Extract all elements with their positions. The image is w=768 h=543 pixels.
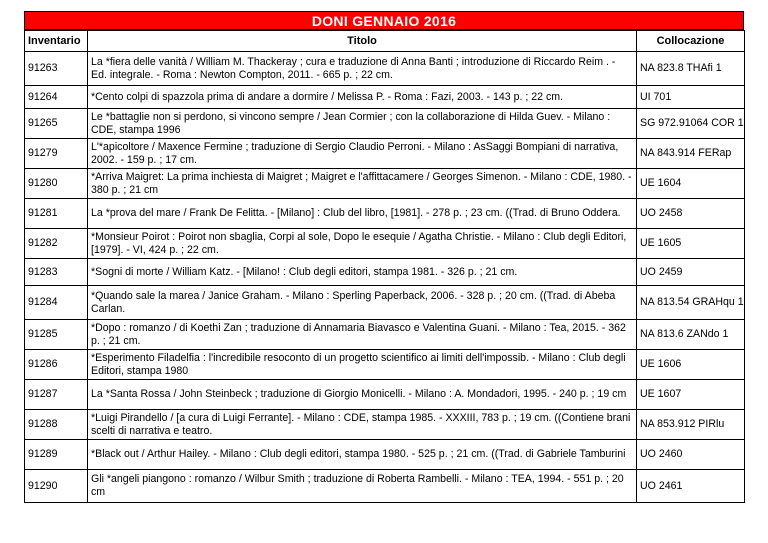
location-cell: UE 1607 — [637, 380, 745, 410]
table-row — [25, 109, 745, 139]
inventory-cell: 91288 — [25, 410, 88, 440]
location-cell: SG 972.91064 COR 1 — [637, 109, 745, 139]
location-cell: UO 2461 — [637, 470, 745, 503]
location-header: Collocazione — [637, 31, 745, 52]
inventory-cell: 91284 — [25, 286, 88, 320]
donations-table — [24, 30, 745, 503]
header-row — [25, 31, 745, 52]
title-cell: *Black out / Arthur Hailey. - Milano : Club degli editori, stampa 1980. - 525 p. ; 21 cm. ((Trad. di Gabriele Tamburini — [88, 440, 637, 470]
inventory-cell: 91281 — [25, 199, 88, 229]
inventory-cell: 91289 — [25, 440, 88, 470]
location-cell: UE 1604 — [637, 169, 745, 199]
table-row — [25, 86, 745, 109]
location-cell: UE 1606 — [637, 350, 745, 380]
inventory-cell: 91290 — [25, 470, 88, 503]
inventory-cell: 91285 — [25, 320, 88, 350]
donations-sheet — [24, 11, 744, 503]
table-row — [25, 410, 745, 440]
inventory-cell: 91280 — [25, 169, 88, 199]
inventory-cell: 91287 — [25, 380, 88, 410]
title-cell: *Quando sale la marea / Janice Graham. - Milano : Sperling Paperback, 2006. - 328 p. ; 20 cm. ((Trad. di Abeba Carlan. — [88, 286, 637, 320]
location-cell: UO 2460 — [637, 440, 745, 470]
table-row — [25, 229, 745, 259]
location-cell: UO 2458 — [637, 199, 745, 229]
table-row — [25, 470, 745, 503]
title-cell: *Monsieur Poirot : Poirot non sbaglia, Corpi al sole, Dopo le esequie / Agatha Christie. - Milano : Club degli Editori, [1979]. - VI, 424 p. ; 22 cm. — [88, 229, 637, 259]
title-cell: L'*apicoltore / Maxence Fermine ; traduzione di Sergio Claudio Perroni. - Milano : AsSaggi Bompiani di narrativa, 2002. - 159 p. ; 17 cm. — [88, 139, 637, 169]
table-row — [25, 169, 745, 199]
table-row — [25, 259, 745, 286]
inventory-cell: 91283 — [25, 259, 88, 286]
location-cell: UO 2459 — [637, 259, 745, 286]
location-cell: UE 1605 — [637, 229, 745, 259]
title-cell: *Arriva Maigret: La prima inchiesta di Maigret ; Maigret e l'affittacamere / Georges Simenon. - Milano : CDE, 1980. - 380 p. ; 21 cm — [88, 169, 637, 199]
table-row — [25, 440, 745, 470]
inventory-cell: 91286 — [25, 350, 88, 380]
title-cell: *Cento colpi di spazzola prima di andare a dormire / Melissa P. - Roma : Fazi, 2003. - 143 p. ; 22 cm. — [88, 86, 637, 109]
title-cell: La *fiera delle vanità / William M. Thackeray ; cura e traduzione di Anna Banti ; introduzione di Riccardo Reim . - Ed. integrale. - Roma : Newton Compton, 2011. - 665 p. ; 22 cm. — [88, 52, 637, 86]
inventory-cell: 91264 — [25, 86, 88, 109]
location-cell: UI 701 — [637, 86, 745, 109]
title-cell: *Esperimento Filadelfia : l'incredibile resoconto di un progetto scientifico ai limiti dell'impossib. - Milano : Club degli Editori, stampa 1980 — [88, 350, 637, 380]
inventory-cell: 91279 — [25, 139, 88, 169]
location-cell: NA 823.8 THAfi 1 — [637, 52, 745, 86]
location-cell: NA 853.912 PIRlu — [637, 410, 745, 440]
table-body — [25, 52, 745, 503]
table-row — [25, 139, 745, 169]
location-cell: NA 813.6 ZANdo 1 — [637, 320, 745, 350]
title-header: Titolo — [88, 31, 637, 52]
title-cell: Gli *angeli piangono : romanzo / Wilbur Smith ; traduzione di Roberta Rambelli. - Milano : TEA, 1994. - 551 p. ; 20 cm — [88, 470, 637, 503]
title-cell: Le *battaglie non si perdono, si vincono sempre / Jean Cormier ; con la collaborazione di Hilda Guev. - Milano : CDE, stampa 1996 — [88, 109, 637, 139]
inventory-cell: 91282 — [25, 229, 88, 259]
inventory-header: Inventario — [25, 31, 88, 52]
table-row — [25, 52, 745, 86]
title-cell: *Dopo : romanzo / di Koethi Zan ; traduzione di Annamaria Biavasco e Valentina Guani. - Milano : Tea, 2015. - 362 p. ; 21 cm. — [88, 320, 637, 350]
table-row — [25, 380, 745, 410]
location-cell: NA 813.54 GRAHqu 1 — [637, 286, 745, 320]
table-row — [25, 199, 745, 229]
sheet-banner: DONI GENNAIO 2016 — [24, 11, 744, 30]
inventory-cell: 91263 — [25, 52, 88, 86]
title-cell: *Sogni di morte / William Katz. - [Milano! : Club degli editori, stampa 1981. - 326 p. ; 21 cm. — [88, 259, 637, 286]
inventory-cell: 91265 — [25, 109, 88, 139]
title-cell: *Luigi Pirandello / [a cura di Luigi Ferrante]. - Milano : CDE, stampa 1985. - XXXIII, 783 p. ; 19 cm. ((Contiene brani scelti di narrativa e teatro. — [88, 410, 637, 440]
location-cell: NA 843.914 FERap — [637, 139, 745, 169]
table-row — [25, 286, 745, 320]
title-cell: La *Santa Rossa / John Steinbeck ; traduzione di Giorgio Monicelli. - Milano : A. Mondadori, 1995. - 240 p. ; 19 cm — [88, 380, 637, 410]
title-cell: La *prova del mare / Frank De Felitta. - [Milano] : Club del libro, [1981]. - 278 p. ; 23 cm. ((Trad. di Bruno Oddera. — [88, 199, 637, 229]
table-row — [25, 350, 745, 380]
table-row — [25, 320, 745, 350]
